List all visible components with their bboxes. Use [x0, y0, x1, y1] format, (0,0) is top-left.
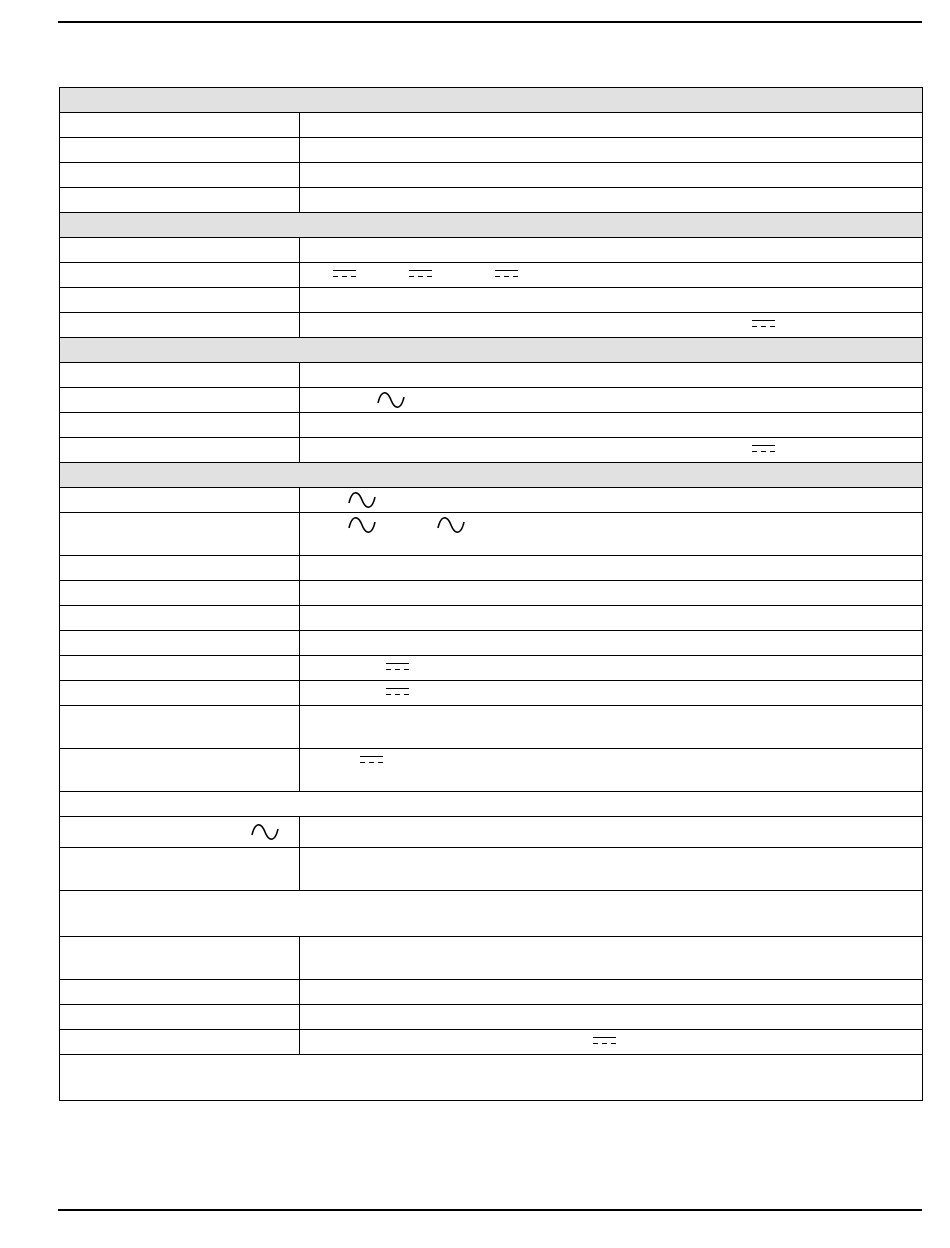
table-row [60, 792, 923, 817]
table-row [60, 937, 923, 980]
specification-table [59, 87, 923, 1101]
table-row [60, 138, 923, 163]
footer-rule [58, 1209, 922, 1211]
dc-symbol-icon [333, 269, 356, 279]
table-row [60, 513, 923, 556]
table-row [60, 556, 923, 581]
table-row [60, 263, 923, 288]
table-row [60, 656, 923, 681]
section-header-row [60, 213, 923, 238]
table-row [60, 363, 923, 388]
dc-symbol-icon [360, 755, 383, 765]
table-row [60, 1030, 923, 1055]
section-header-row [60, 463, 923, 488]
table-row [60, 749, 923, 792]
table-row [60, 313, 923, 338]
table-row [60, 980, 923, 1005]
section-header-row [60, 88, 923, 113]
table-row [60, 388, 923, 413]
ac-sine-icon [348, 490, 376, 510]
table-row [60, 1055, 923, 1101]
table-row [60, 438, 923, 463]
table-row [60, 488, 923, 513]
table-row [60, 891, 923, 937]
section-header-row [60, 338, 923, 363]
table-row [60, 631, 923, 656]
ac-sine-icon [437, 515, 465, 535]
dc-symbol-icon [752, 444, 775, 454]
dc-symbol-icon [409, 269, 432, 279]
table-row [60, 413, 923, 438]
table-row [60, 163, 923, 188]
dc-symbol-icon [593, 1036, 616, 1046]
dc-symbol-icon [495, 269, 518, 279]
dc-symbol-icon [386, 662, 409, 672]
table-row [60, 817, 923, 848]
table-row [60, 288, 923, 313]
table-row [60, 113, 923, 138]
table-row [60, 581, 923, 606]
table-row [60, 238, 923, 263]
ac-sine-icon [251, 822, 279, 842]
table-row [60, 681, 923, 706]
dc-symbol-icon [386, 687, 409, 697]
dc-symbol-icon [752, 319, 775, 329]
table-row [60, 706, 923, 749]
ac-sine-icon [377, 390, 405, 410]
table-row [60, 1005, 923, 1030]
table-row [60, 188, 923, 213]
table-row [60, 848, 923, 891]
table-row [60, 606, 923, 631]
ac-sine-icon [348, 515, 376, 535]
header-rule [58, 21, 922, 23]
